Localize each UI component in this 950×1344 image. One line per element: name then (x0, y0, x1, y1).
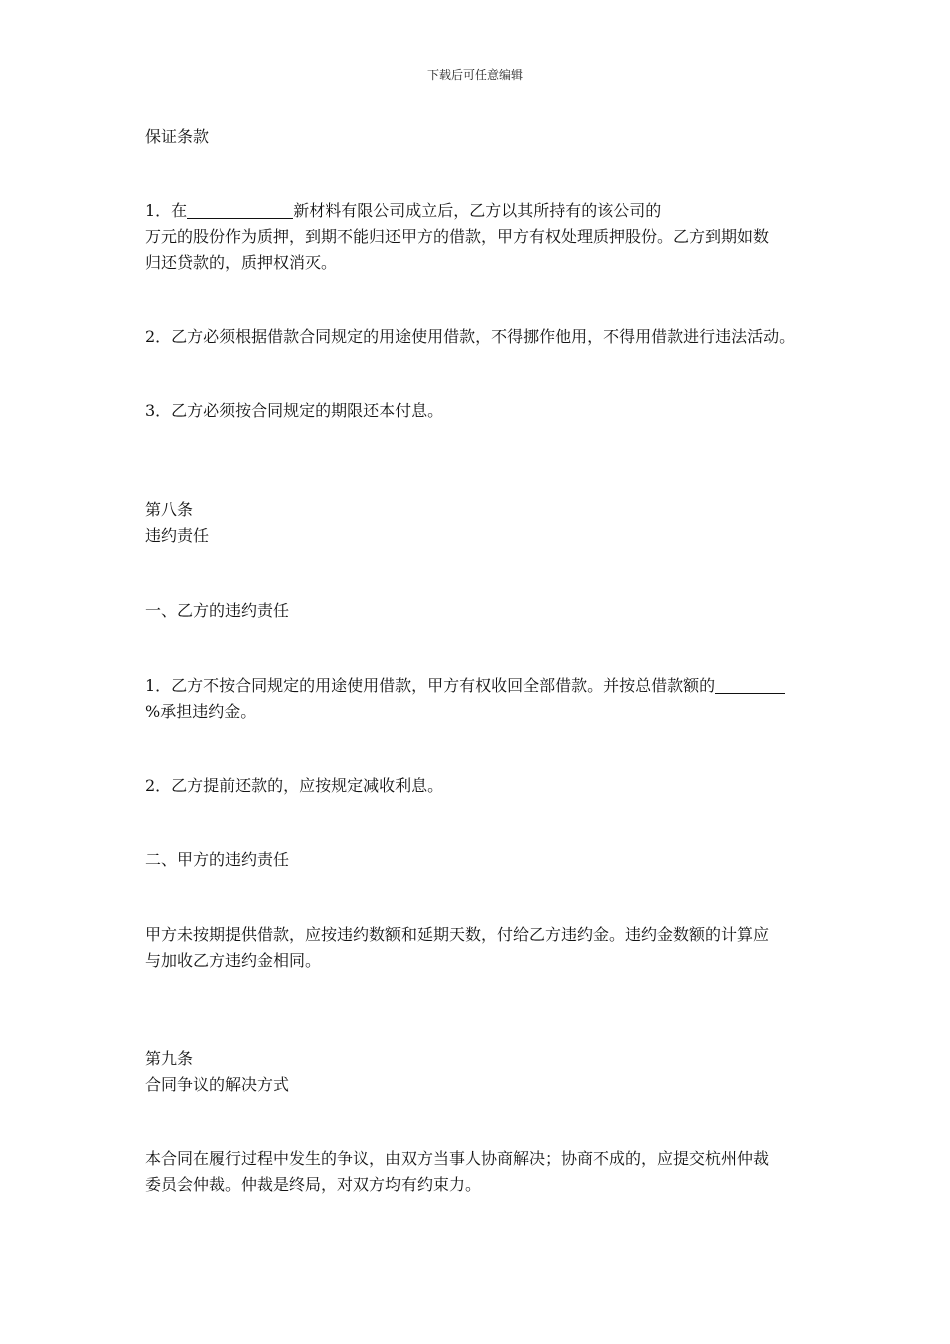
article-9-title: 合同争议的解决方式 (145, 1075, 290, 1094)
article-9-body-line-2: 委员会仲裁。仲裁是终局，对双方均有约束力。 (145, 1175, 482, 1194)
guarantee-heading: 保证条款 (145, 127, 210, 146)
guarantee-item-1-line-3: 归还贷款的，质押权消灭。 (145, 253, 338, 272)
article-8-item-1-text: 1．乙方不按合同规定的用途使用借款，甲方有权收回全部借款。并按总借款额的 (145, 676, 716, 695)
guarantee-item-1-prefix: 1．在 (145, 201, 188, 220)
guarantee-item-1-suffix: 新材料有限公司成立后，乙方以其所持有的该公司的 (293, 201, 662, 220)
article-8-item-1-line-2: %承担违约金。 (145, 702, 257, 721)
article-8-section-1-heading: 一、乙方的违约责任 (145, 601, 290, 620)
guarantee-item-1-line-1 (145, 198, 661, 224)
article-8-number: 第八条 (145, 500, 194, 519)
penalty-rate-blank (715, 677, 785, 694)
guarantee-item-2: 2．乙方必须根据借款合同规定的用途使用借款，不得挪作他用，不得用借款进行违法活动。 (145, 327, 796, 346)
article-8-title: 违约责任 (145, 526, 210, 545)
article-8-section-2-heading: 二、甲方的违约责任 (145, 850, 290, 869)
guarantee-item-1-line-2: 万元的股份作为质押，到期不能归还甲方的借款，甲方有权处理质押股份。乙方到期如数 (145, 227, 770, 246)
guarantee-item-3: 3．乙方必须按合同规定的期限还本付息。 (145, 401, 444, 420)
article-9-number: 第九条 (145, 1049, 194, 1068)
article-8-item-2: 2．乙方提前还款的，应按规定减收利息。 (145, 776, 444, 795)
article-8-item-1-line-1 (145, 673, 785, 699)
page-header-note: 下载后可任意编辑 (426, 68, 523, 82)
article-8-section-2-line-1: 甲方未按期提供借款，应按违约数额和延期天数，付给乙方违约金。违约金数额的计算应 (145, 925, 770, 944)
article-8-section-2-line-2: 与加收乙方违约金相同。 (145, 951, 322, 970)
article-9-body-line-1: 本合同在履行过程中发生的争议，由双方当事人协商解决；协商不成的，应提交杭州仲裁 (145, 1149, 770, 1168)
company-name-blank (187, 202, 293, 219)
